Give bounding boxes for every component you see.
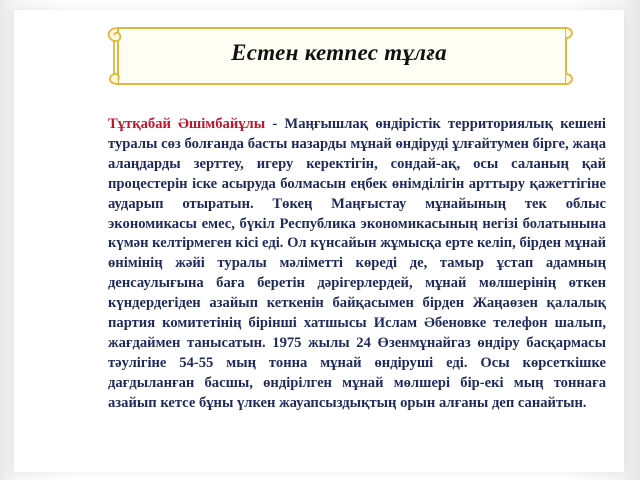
person-name: Тұтқабай Әшімбайұлы [108,116,266,132]
slide-title: Естен кетпес тұлға [231,40,447,65]
biography-paragraph [108,115,606,414]
title-scroll-banner [104,22,574,94]
name-separator: - [265,116,285,132]
paragraph-text: Маңғышлақ өндірістік территориялық кешені туралы сөз болғанда басты назарды мұнай өндіруді ұлғайтумен бірге, жаңа алаңдарды зерттеу, игеру керектігін, сондай-ақ, осы саланың қай процестерін іске асыруда болмасын еңбек өнімділігін арттыру қажеттігіне аударып отыратын. Төкең Маңғыстау мұнайының тек облыс экономикасы емес, бүкіл Республика экономикасының негізі болатынына күмән келтірмеген кісі еді. Ол күнсайын жұмысқа ерте келіп, бірден мұнай өнімінің жәйі туралы мәліметті көреді де, тамыр ұстап адамның денсаулығына баға беретін дәрігерлердей, мұнай мөлшерінің өткен күндердегіден азайып кеткенін байқасымен бірден Жаңаөзен қалалық партия комитетінің бірінші хатшысы Ислам Әбеновке телефон шалып, жағдаймен танысатын. 1975 жылы 24 Өзенмұнайгаз өндіру басқармасы тәулігіне 54-55 мың тонна мұнай өндіруші еді. Осы көрсеткішке дағдыланған басшы, өндірілген мұнай мөлшері бір-екі мың тоннаға азайып кетсе бұны үлкен жауапсыздықтың орын алғаны деп санайтын. [108,116,606,411]
